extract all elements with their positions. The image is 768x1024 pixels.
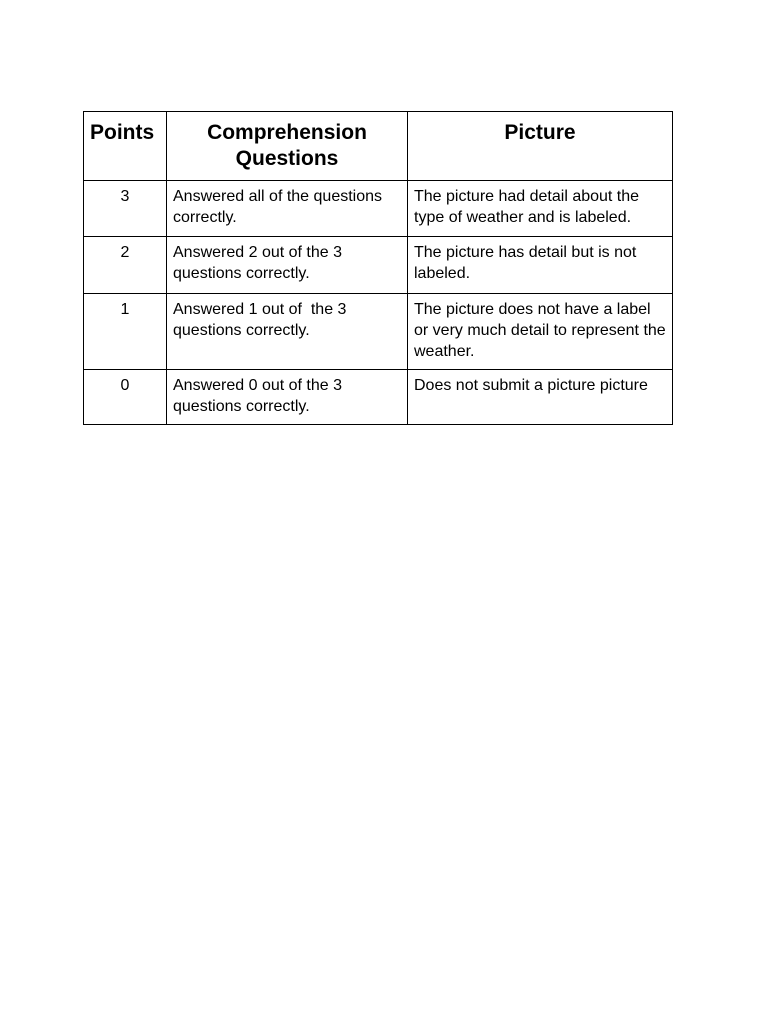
- picture-cell: The picture had detail about the type of weather and is labeled.: [408, 181, 673, 237]
- table-row: [84, 181, 673, 237]
- comprehension-cell: Answered 0 out of the 3 questions correctly.: [167, 370, 408, 425]
- header-picture: Picture: [408, 112, 673, 181]
- comprehension-cell: Answered 2 out of the 3 questions correctly.: [167, 237, 408, 294]
- comprehension-cell: Answered 1 out of the 3 questions correctly.: [167, 294, 408, 370]
- table-row: [84, 370, 673, 425]
- table-row: [84, 294, 673, 370]
- picture-cell: The picture has detail but is not labeled.: [408, 237, 673, 294]
- picture-cell: Does not submit a picture picture: [408, 370, 673, 425]
- rubric-table: [83, 111, 673, 425]
- table-header-row: [84, 112, 673, 181]
- points-cell: 1: [84, 294, 167, 370]
- points-cell: 0: [84, 370, 167, 425]
- table-row: [84, 237, 673, 294]
- picture-cell: The picture does not have a label or very much detail to represent the weather.: [408, 294, 673, 370]
- header-points: Points: [84, 112, 167, 181]
- points-cell: 3: [84, 181, 167, 237]
- points-cell: 2: [84, 237, 167, 294]
- comprehension-cell: Answered all of the questions correctly.: [167, 181, 408, 237]
- header-comprehension-questions: Comprehension Questions: [167, 112, 408, 181]
